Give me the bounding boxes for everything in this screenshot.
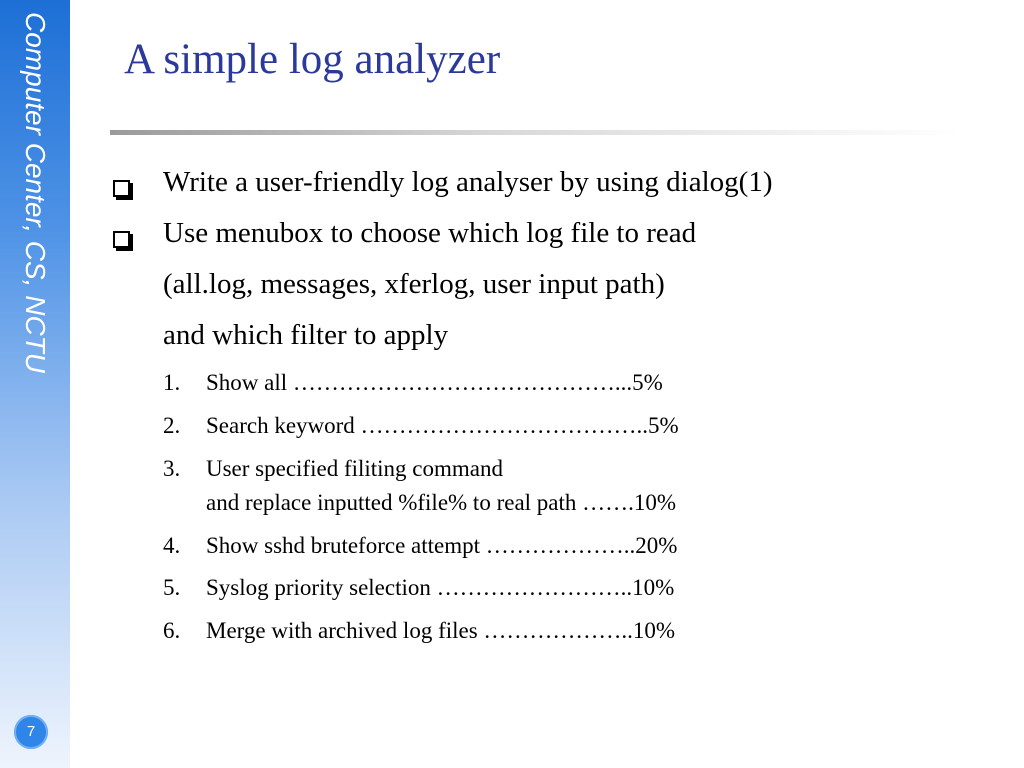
item-text: Show all ……………………………………...5%: [206, 370, 663, 395]
item-number: 6.: [163, 618, 181, 643]
item-number: 2.: [163, 413, 181, 438]
sidebar-label: Computer Center, CS, NCTU: [20, 12, 51, 373]
page-number-badge: 7: [14, 715, 48, 749]
item-text: and replace inputted %file% to real path …….10%: [206, 490, 677, 515]
item-number: 1.: [163, 370, 181, 395]
item-text: Syslog priority selection ……………………..10%: [206, 575, 675, 600]
item-number: 5.: [163, 575, 181, 600]
item-text: Merge with archived log files ………………..10%: [206, 618, 676, 643]
title-divider: [110, 130, 960, 135]
slide-title: A simple log analyzer: [124, 36, 501, 83]
bullet-text: Use menubox to choose which log file to read: [163, 217, 697, 249]
bullet-text: Write a user-friendly log analyser by using dialog(1): [163, 166, 773, 198]
item-number: 4.: [163, 533, 181, 558]
item-number: 3.: [163, 456, 181, 481]
sidebar: [0, 0, 70, 768]
bullet-continuation: (all.log, messages, xferlog, user input path): [163, 268, 665, 300]
bullet-continuation: and which filter to apply: [163, 319, 449, 351]
item-text: Show sshd bruteforce attempt ………………..20%: [206, 533, 678, 558]
item-text: User specified filiting command: [206, 456, 504, 481]
item-text: Search keyword ………………………………..5%: [206, 413, 679, 438]
